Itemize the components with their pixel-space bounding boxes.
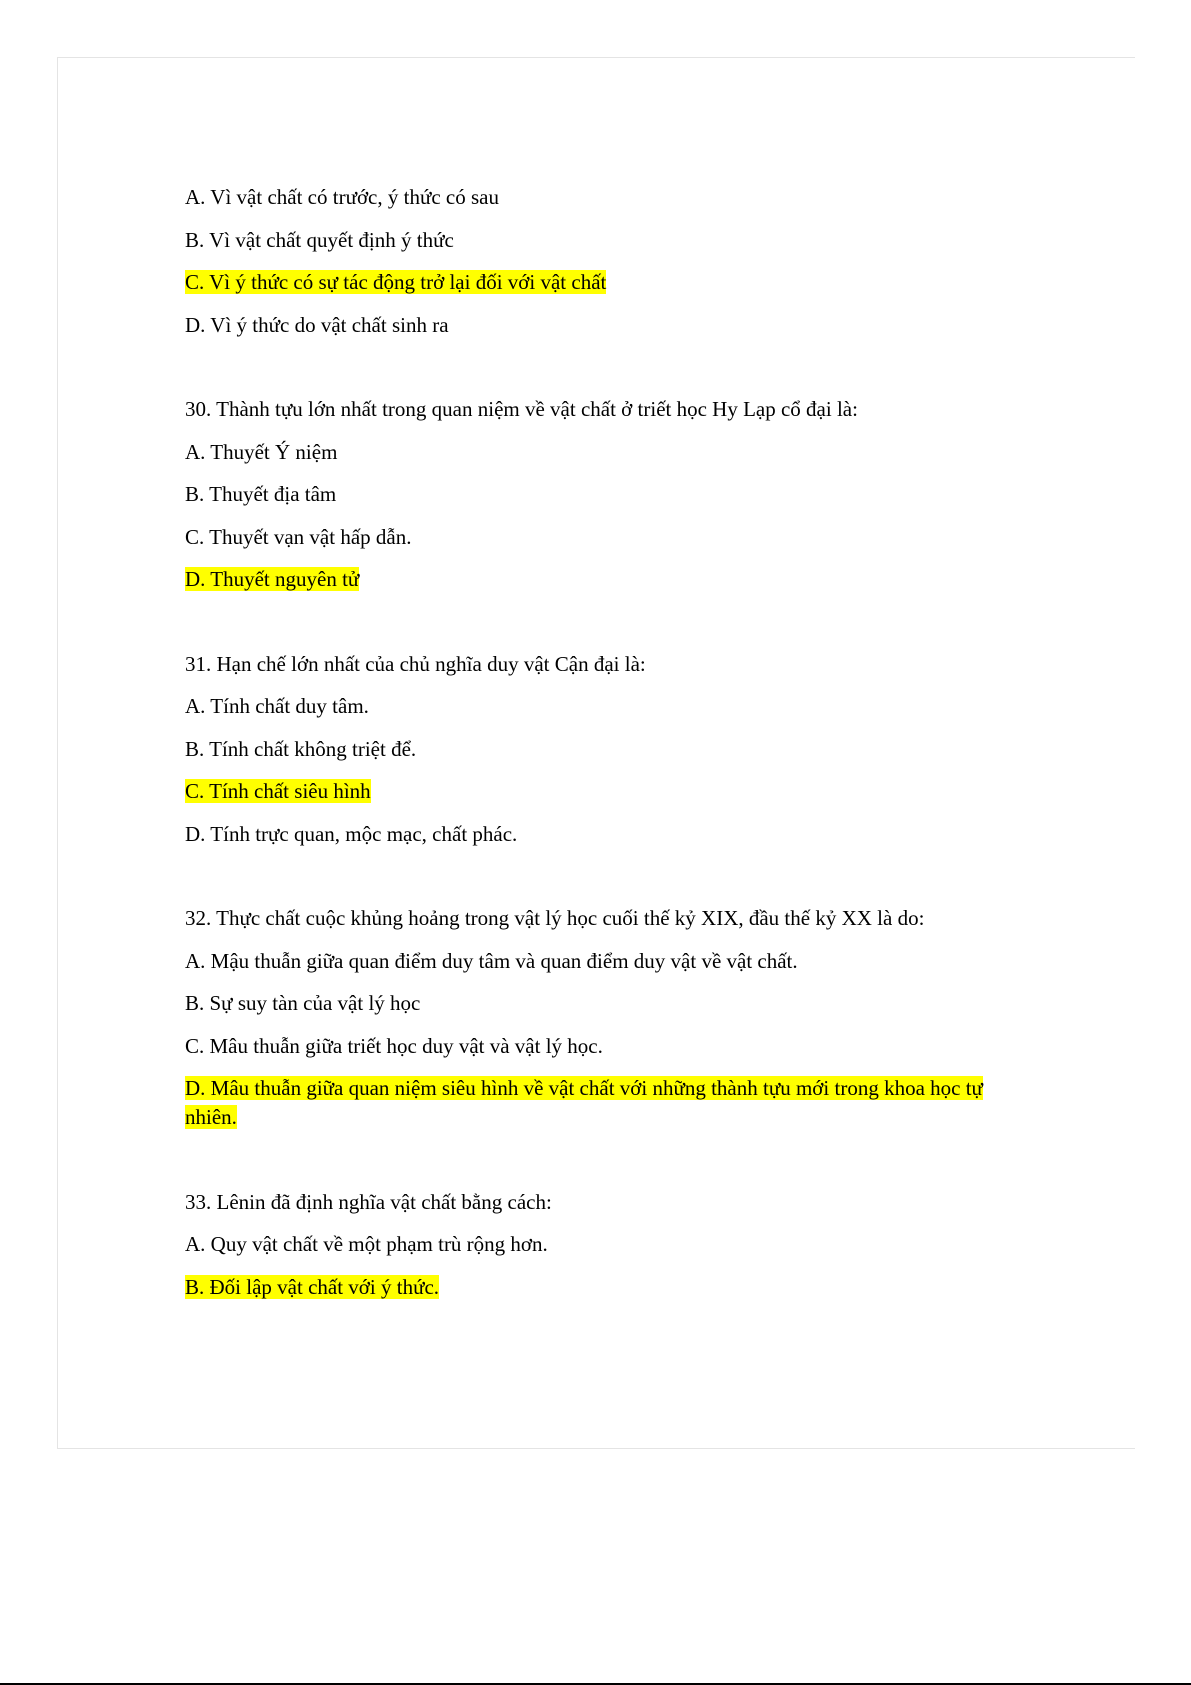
q31-option-c-answer <box>185 777 1015 806</box>
q30-option-a: A. Thuyết Ý niệm <box>185 439 338 464</box>
q29-option-d: D. Vì ý thức do vật chất sinh ra <box>185 312 449 337</box>
q29-option-a: A. Vì vật chất có trước, ý thức có sau <box>185 185 499 209</box>
answer-highlight: D. Thuyết nguyên tử <box>185 567 360 591</box>
spacer <box>185 1146 1015 1188</box>
document-content <box>185 183 1015 1315</box>
q30-option-d-answer <box>185 565 1015 594</box>
spacer <box>185 608 1015 650</box>
q32-option-a: A. Mậu thuẫn giữa quan điểm duy tâm và quan điểm duy vật về vật chất. <box>185 948 798 973</box>
q29-option-c-answer <box>185 268 1015 297</box>
q31-option-b: B. Tính chất không triệt để. <box>185 736 417 761</box>
q30-option-b: B. Thuyết địa tâm <box>185 482 337 506</box>
q29-option-b: B. Vì vật chất quyết định ý thức <box>185 227 454 252</box>
q31-option-d: D. Tính trực quan, mộc mạc, chất phác. <box>185 821 518 846</box>
q33-option-b-answer <box>185 1273 1015 1302</box>
q32-option-c: C. Mâu thuẫn giữa triết học duy vật và vật lý học. <box>185 1033 603 1058</box>
q33-option-a: A. Quy vật chất về một phạm trù rộng hơn. <box>185 1232 548 1256</box>
q30-option-c: C. Thuyết vạn vật hấp dẫn. <box>185 524 412 549</box>
q33-question: 33. Lênin đã định nghĩa vật chất bằng cách: <box>185 1189 552 1214</box>
q32-option-d-answer <box>185 1074 1015 1132</box>
q30-question: 30. Thành tựu lớn nhất trong quan niệm về vật chất ở triết học Hy Lạp cổ đại là: <box>185 397 858 421</box>
q31-question: 31. Hạn chế lớn nhất của chủ nghĩa duy vật Cận đại là: <box>185 651 646 676</box>
q31-option-a: A. Tính chất duy tâm. <box>185 694 369 718</box>
spacer <box>185 862 1015 904</box>
spacer <box>185 353 1015 395</box>
answer-highlight: C. Vì ý thức có sự tác động trở lại đối với vật chất <box>185 270 607 294</box>
answer-highlight: B. Đối lập vật chất với ý thức. <box>185 1274 440 1299</box>
answer-highlight: C. Tính chất siêu hình <box>185 779 371 803</box>
q32-question: 32. Thực chất cuộc khủng hoảng trong vật lý học cuối thế kỷ XIX, đầu thế kỷ XX là do: <box>185 906 925 930</box>
q32-option-b: B. Sự suy tàn của vật lý học <box>185 991 421 1015</box>
answer-highlight: D. Mâu thuẫn giữa quan niệm siêu hình về vật chất với những thành tựu mới trong khoa học tự nhiên. <box>185 1076 983 1129</box>
